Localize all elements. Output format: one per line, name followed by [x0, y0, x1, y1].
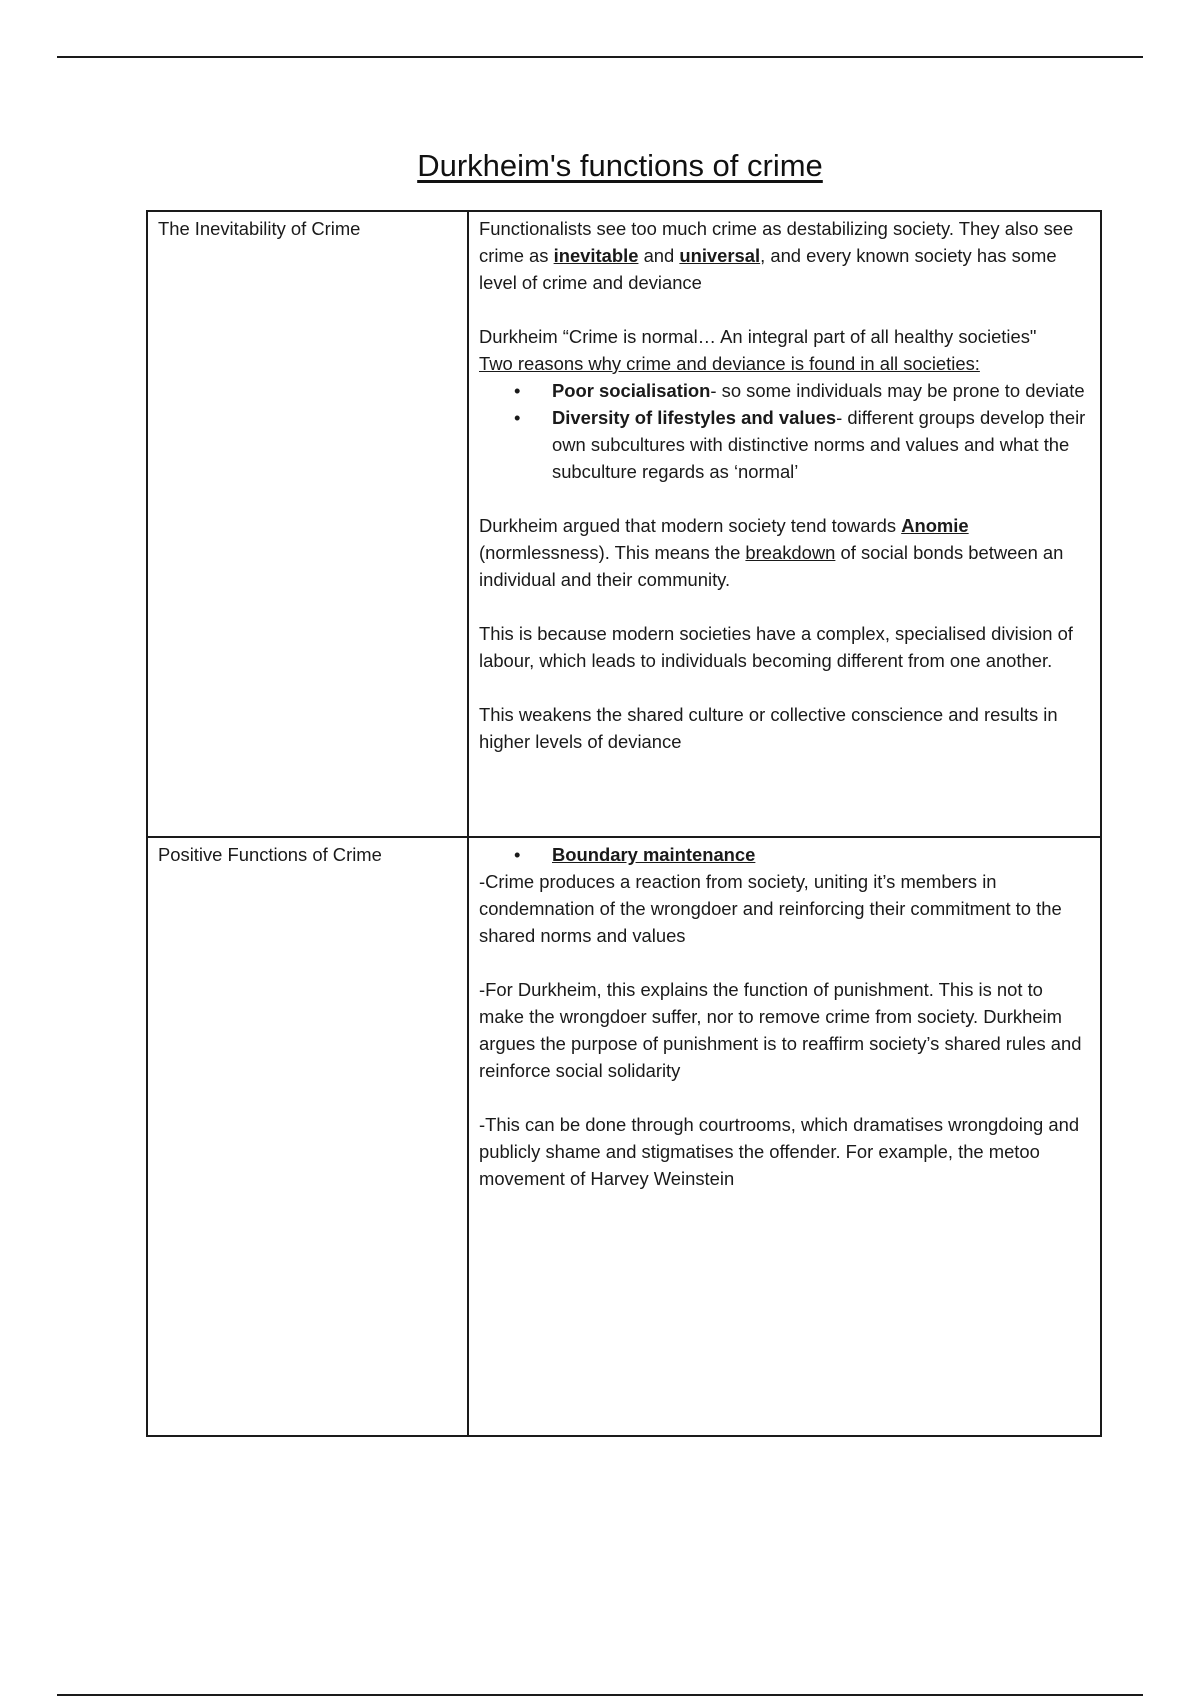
- table-row: [147, 211, 1101, 837]
- topic-cell-positive-functions: Positive Functions of Crime: [147, 837, 468, 1436]
- term-breakdown: breakdown: [745, 542, 836, 563]
- durkheim-quote: Durkheim “Crime is normal… An integral part of all healthy societies": [479, 326, 1037, 347]
- term-inevitable: inevitable: [553, 245, 639, 266]
- boundary-maintenance-heading: Boundary maintenance: [552, 844, 756, 865]
- text-run: (normlessness). This means the: [479, 542, 746, 563]
- content-cell-positive-functions: [468, 837, 1101, 1436]
- page-title: Durkheim's functions of crime: [417, 148, 823, 183]
- text-run: , and every known society has some level of crime and deviance: [479, 245, 1057, 293]
- bullet-icon: •: [514, 380, 521, 401]
- paragraph-division-of-labour: This is because modern societies have a complex, specialised division of labour, which leads to individuals becoming different from one another.: [479, 623, 1073, 671]
- text-run: Durkheim argued that modern society tend towards: [479, 515, 902, 536]
- text-run: - different groups develop their own subcultures with distinctive norms and values and what the subculture regards as ‘normal’: [552, 407, 1086, 482]
- bullet-icon: •: [514, 407, 521, 428]
- header-rule: [57, 56, 1143, 58]
- list-item: [479, 377, 1090, 404]
- term-poor-socialisation: Poor socialisation: [552, 380, 711, 401]
- text-run: of social bonds between an individual and their community.: [479, 542, 1064, 590]
- paragraph-punishment: -For Durkheim, this explains the function of punishment. This is not to make the wrongdoer suffer, nor to remove crime from society. Durkheim argues the purpose of punishment is to reaffirm society’s shared rules and reinforce social solidarity: [479, 979, 1082, 1081]
- text-run: - so some individuals may be prone to deviate: [710, 380, 1085, 401]
- bullet-icon: •: [514, 844, 521, 865]
- table-row: [147, 837, 1101, 1436]
- reasons-list: [479, 377, 1090, 485]
- notes-table: [146, 210, 1102, 1437]
- content-cell-inevitability: [468, 211, 1101, 837]
- list-item: [479, 841, 1090, 868]
- topic-cell-inevitability: The Inevitability of Crime: [147, 211, 468, 837]
- list-item: [479, 404, 1090, 485]
- text-run: Functionalists see too much crime as destabilizing society. They also see crime as: [479, 218, 1074, 266]
- term-diversity: Diversity of lifestyles and values: [552, 407, 837, 428]
- paragraph-inevitable-universal: [479, 215, 1090, 296]
- reasons-heading: Two reasons why crime and deviance is found in all societies:: [479, 353, 980, 374]
- paragraph-collective-conscience: This weakens the shared culture or collective conscience and results in higher levels of deviance: [479, 704, 1058, 752]
- paragraph-crime-reaction: -Crime produces a reaction from society, uniting it’s members in condemnation of the wrongdoer and reinforcing their commitment to the shared norms and values: [479, 871, 1062, 946]
- paragraph-anomie: [479, 512, 1090, 593]
- text-run: and: [638, 245, 680, 266]
- boundary-list: [479, 841, 1090, 868]
- footer-rule: [57, 1694, 1143, 1696]
- term-universal: universal: [679, 245, 761, 266]
- term-anomie: Anomie: [901, 515, 969, 536]
- paragraph-courtrooms: -This can be done through courtrooms, which dramatises wrongdoing and publicly shame and stigmatises the offender. For example, the metoo movement of Harvey Weinstein: [479, 1114, 1080, 1189]
